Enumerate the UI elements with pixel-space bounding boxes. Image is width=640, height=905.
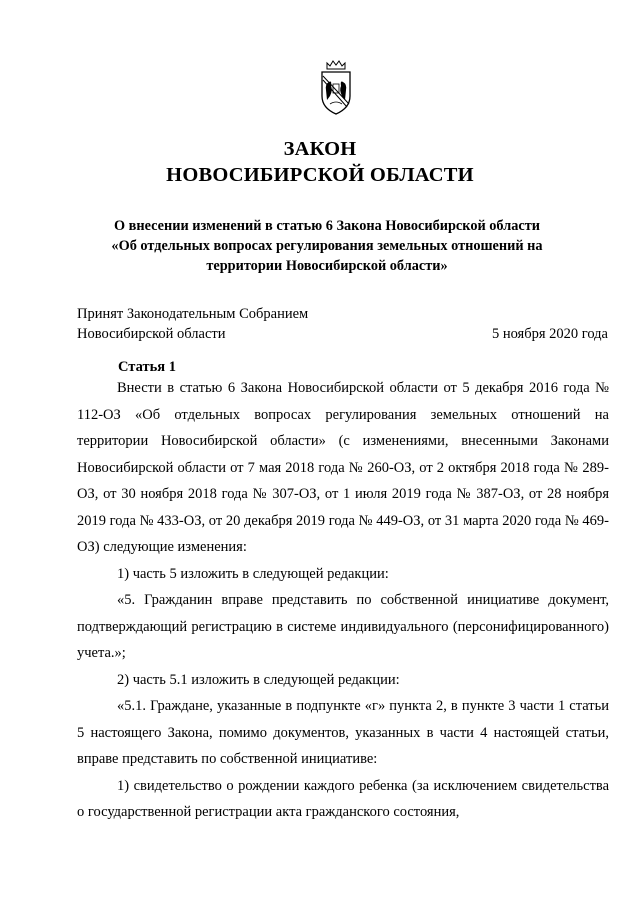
novosibirsk-coat-of-arms-icon bbox=[318, 60, 354, 116]
article-body bbox=[77, 375, 609, 826]
article-heading: Статья 1 bbox=[118, 359, 176, 375]
paragraph-part-5-1: «5.1. Граждане, указанные в подпункте «г» пункта 2, в пункте 3 части 1 статьи 5 настоящего Закона, помимо документов, указанных в части 4 настоящей статьи, вправе представить по собственной инициативе: bbox=[77, 698, 609, 767]
paragraph-item-1: 1) часть 5 изложить в следующей редакции: bbox=[117, 565, 389, 582]
adoption-line-1: Принят Законодательным Собранием bbox=[77, 306, 309, 322]
law-region-title: НОВОСИБИРСКОЙ ОБЛАСТИ bbox=[166, 164, 474, 186]
paragraph-item-2: 2) часть 5.1 изложить в следующей редакции: bbox=[117, 671, 400, 688]
subtitle-line-3: территории Новосибирской области» bbox=[206, 258, 448, 274]
adoption-date: 5 ноября 2020 года bbox=[491, 326, 608, 342]
paragraph-part-5: «5. Гражданин вправе представить по собственной инициативе документ, подтверждающий регистрацию в системе индивидуального (персонифицированного) учета.»; bbox=[77, 592, 609, 661]
law-title: ЗАКОН bbox=[283, 138, 357, 160]
subtitle-line-2: «Об отдельных вопросах регулирования земельных отношений на bbox=[111, 238, 543, 254]
paragraph-intro: Внести в статью 6 Закона Новосибирской области от 5 декабря 2016 года № 112-ОЗ «Об отдельных вопросах регулирования земельных отношений на территории Новосибирской области» (с изменениями, внесенными Законами Новосибирской области от 7 мая 2018 года № 260-ОЗ, от 2 октября 2018 года № 289-ОЗ, от 30 ноября 2018 года № 307-ОЗ, от 1 июля 2019 года № 387-ОЗ, от 28 ноября 2019 года № 433-ОЗ, от 20 декабря 2019 года № 449-ОЗ, от 31 марта 2020 года № 469-ОЗ) следующие изменения: bbox=[77, 380, 609, 555]
paragraph-subitem-1: 1) свидетельство о рождении каждого ребенка (за исключением свидетельства о государственной регистрации акта гражданского состояния, bbox=[77, 777, 609, 820]
adoption-line-2: Новосибирской области bbox=[77, 326, 226, 342]
subtitle-line-1: О внесении изменений в статью 6 Закона Новосибирской области bbox=[113, 218, 540, 234]
